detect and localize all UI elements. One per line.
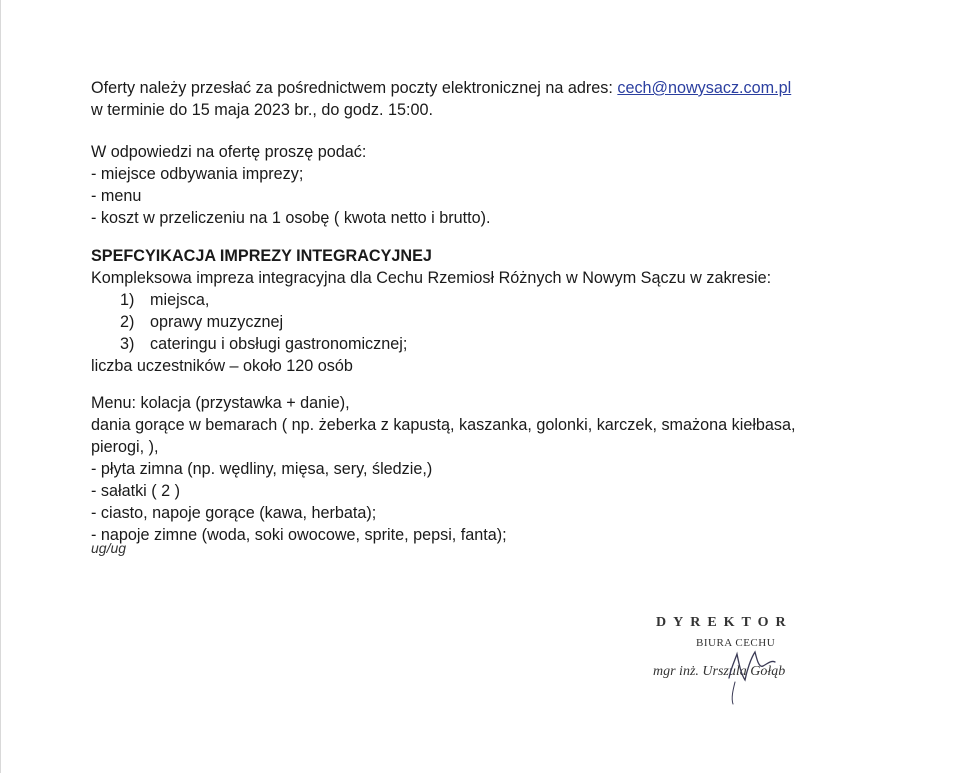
list-item [120,311,407,333]
list-text: cateringu i obsługi gastronomicznej; [150,335,408,353]
list-text: miejsca, [150,291,210,309]
menu-line: dania gorące w bemarach ( np. żeberka z kapustą, kaszanka, golonki, karczek, smażona kiełbasa, [91,416,796,434]
spec-section [91,245,941,289]
email-link[interactable]: cech@nowysacz.com.pl [617,79,792,97]
handwritten-signature [715,630,785,710]
menu-line: - napoje zimne (woda, soki owocowe, sprite, pepsi, fanta); [91,526,507,544]
spec-scope-list [120,289,407,355]
stamp-subtitle: BIURA CECHU [696,637,776,649]
participants-count: liczba uczestników – około 120 osób [91,357,353,375]
menu-line: - sałatki ( 2 ) [91,482,181,500]
page-edge-line [0,0,1,773]
stamp-name: mgr inż. Urszula Gołąb [653,664,786,679]
offers-line-1 [91,77,941,99]
spec-heading: SPEFCYIKACJA IMPREZY INTEGRACYJNEJ [91,247,432,265]
offers-deadline: w terminie do 15 maja 2023 br., do godz. 15:00. [91,101,433,119]
list-number: 1) [120,291,135,309]
menu-section [91,392,941,546]
list-number: 3) [120,335,135,353]
response-item: - miejsce odbywania imprezy; [91,165,304,183]
author-initials: ug/ug [91,540,127,556]
response-item: - menu [91,187,142,205]
response-item: - koszt w przeliczeniu na 1 osobę ( kwota netto i brutto). [91,209,491,227]
menu-line: - ciasto, napoje gorące (kawa, herbata); [91,504,377,522]
response-intro: W odpowiedzi na ofertę proszę podać: [91,143,367,161]
list-item [120,333,407,355]
menu-line: pierogi, ), [91,438,159,456]
stamp-title: DYREKTOR [656,615,793,630]
response-paragraph [91,141,941,229]
list-text: oprawy muzycznej [150,313,284,331]
list-item [120,289,407,311]
participants-line-container [91,355,941,377]
offers-text: Oferty należy przesłać za pośrednictwem poczty elektronicznej na adres: [91,79,618,97]
offers-paragraph [91,77,941,121]
menu-line: - płyta zimna (np. wędliny, mięsa, sery, śledzie,) [91,460,433,478]
spec-intro: Kompleksowa impreza integracyjna dla Cechu Rzemiosł Różnych w Nowym Sączu w zakresie: [91,269,772,287]
list-number: 2) [120,313,135,331]
menu-line: Menu: kolacja (przystawka + danie), [91,394,350,412]
